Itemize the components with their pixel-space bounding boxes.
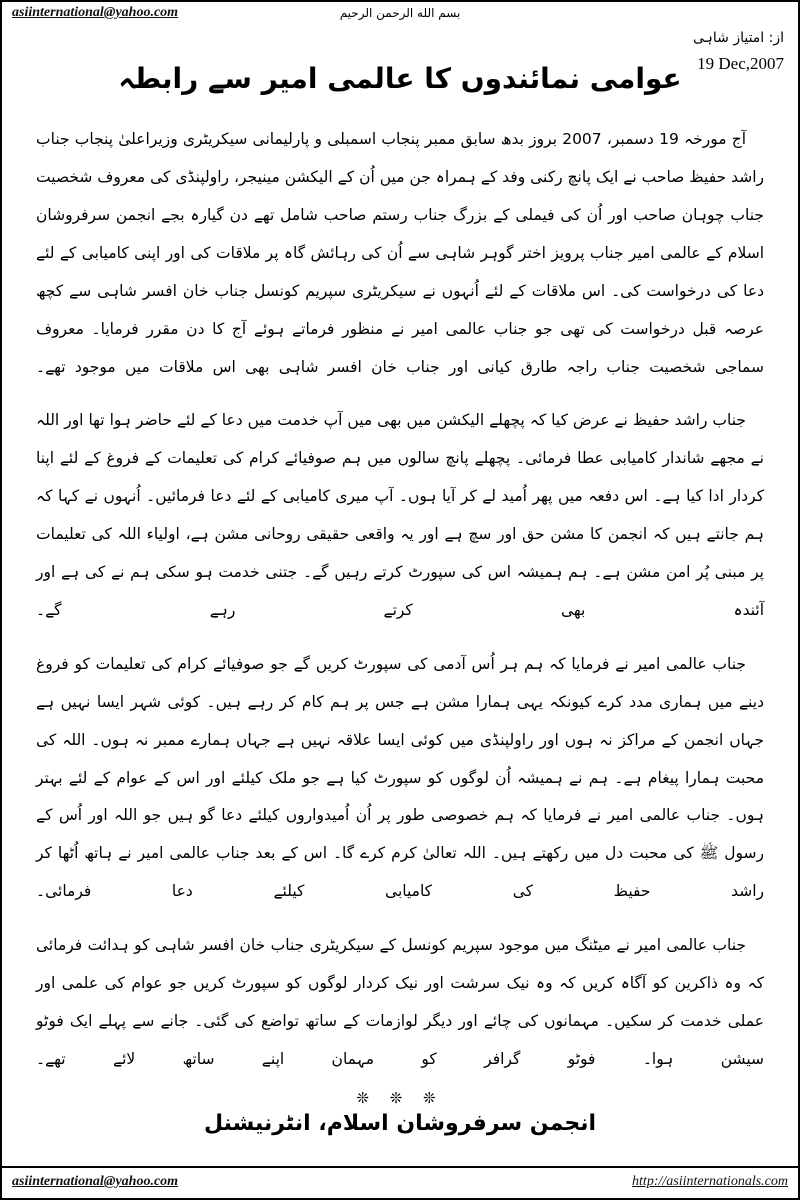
footer-email[interactable]: asiinternational@yahoo.com — [12, 1174, 179, 1189]
document-footer — [2, 1166, 798, 1198]
byline-block — [693, 28, 784, 77]
article-body — [36, 121, 764, 1079]
author-line: از: امتیاز شاہی — [693, 30, 784, 46]
page-title: عوامی نمائندوں کا عالمی امیر سے رابطہ — [118, 62, 682, 95]
footer-url[interactable]: http://asiinternationals.com — [632, 1174, 788, 1189]
paragraph: جناب راشد حفیظ نے عرض کیا کہ پچھلے الیکشن میں بھی میں آپ خدمت میں دعا کے لئے حاضر ہوا تھا اور اللہ نے مجھے شاندار کامیابی عطا فرمائی۔ پچھلے پانچ سالوں میں ہم صوفیائے کرام کی تعلیمات کے فروغ کے لئے اپنا کردار ادا کیا ہے۔ اس دفعہ میں پھر اُمید لے کر آیا ہوں۔ آپ میری کامیابی کے لئے دعا فرمائیں۔ اُنہوں نے کہا کہ ہم جانتے ہیں کہ انجمن کا مشن حق اور سچ ہے اور یہ واقعی حقیقی روحانی مشن ہے، اولیاء اللہ کی تعلیمات پر مبنی پُر امن مشن ہے۔ ہم ہمیشہ اس کی سپورٹ کرتے رہیں گے۔ جتنی خدمت ہو سکی ہم نے کی ہے اور آئندہ بھی کرتے رہے گے۔ — [36, 411, 764, 620]
header-email: asiinternational@yahoo.com — [12, 5, 179, 20]
paragraph: آج مورخہ 19 دسمبر، 2007 بروز بدھ سابق ممبر پنجاب اسمبلی و پارلیمانی سیکریٹری وزیراعلیٰ پنجاب جناب راشد حفیظ صاحب نے ایک پانچ رکنی وفد کے ہمراہ جن میں اُن کے الیکشن مینیجر، راولپنڈی کی معروف شخصیت جناب چوہان صاحب اور اُن کی فیملی کے بزرگ جناب رستم صاحب شامل تھے دن گیارہ بجے انجمن سرفروشان اسلام کے عالمی امیر جناب پرویز اختر گوہر شاہی سے اُن کی رہائش گاہ پر ملاقات کی اور اپنی کامیابی کے لئے دعا کی درخواست کی۔ اس ملاقات کے لئے اُنہوں نے سیکریٹری سپریم کونسل جناب خان افسر شاہی سے کچھ عرصہ قبل درخواست کی تھی جو جناب عالمی امیر نے منظور فرماتے ہوئے آج کا دن مقرر فرمایا۔ معروف سماجی شخصیت جناب راجہ طارق کیانی اور جناب خان افسر شاہی بھی اس ملاقات میں موجود تھے۔ — [36, 130, 764, 376]
document-header — [2, 2, 798, 28]
organization-name: انجمن سرفروشان اسلام، انٹرنیشنل — [203, 1110, 596, 1136]
paragraph: جناب عالمی امیر نے میٹنگ میں موجود سپریم کونسل کے سیکریٹری جناب خان افسر شاہی کو ہدائت فرمائی کہ وہ ذاکرین کو آگاہ کریں کہ وہ نیک سرشت اور نیک کردار لوگوں کو سپورٹ کریں جو عوام کی علمی اور عملی خدمت کر سکیں۔ مہمانوں کی چائے اور دیگر لوازمات کے ساتھ تواضع کی گئی۔ جانے سے پہلے ایک فوٹو سیشن ہوا۔ فوٹو گرافر کو مہمان اپنے ساتھ لائے تھے۔ — [36, 935, 764, 1068]
ornament-divider: ❊ ❊ ❊ — [356, 1088, 444, 1107]
paragraph: جناب عالمی امیر نے فرمایا کہ ہم ہر اُس آدمی کی سپورٹ کریں گے جو صوفیائے کرام کی تعلیمات کو فروغ دینے میں ہماری مدد کرے کیونکہ یہی ہمارا مشن ہے جس پر ہم کام کر رہے ہیں۔ کوئی شہر ایسا نہیں ہے جہاں انجمن کے مراکز نہ ہوں اور راولپنڈی میں کوئی ایسا علاقہ نہیں ہے جہاں ہمارے ممبر نہ ہوں۔ اللہ کی محبت ہمارا پیغام ہے۔ ہم نے ہمیشہ اُن لوگوں کو سپورٹ کیا ہے جو ملک کیلئے اور اس کے عوام کے لئے بہتر ہوں۔ جناب عالمی امیر نے فرمایا کہ ہم خصوصی طور پر اُن اُمیدواروں کیلئے دعا گو ہیں جو اللہ اور اُس کے رسول ﷺ کی محبت دل میں رکھتے ہیں۔ اللہ تعالیٰ کرم کرے گا۔ اس کے بعد جناب عالمی امیر نے ہاتھ اُٹھا کر راشد حفیظ کی کامیابی کیلئے دعا فرمائی۔ — [36, 654, 764, 901]
publication-date: 19 Dec,2007 — [697, 54, 784, 73]
bismillah-line: بسم الله الرحمن الرحيم — [339, 6, 461, 20]
